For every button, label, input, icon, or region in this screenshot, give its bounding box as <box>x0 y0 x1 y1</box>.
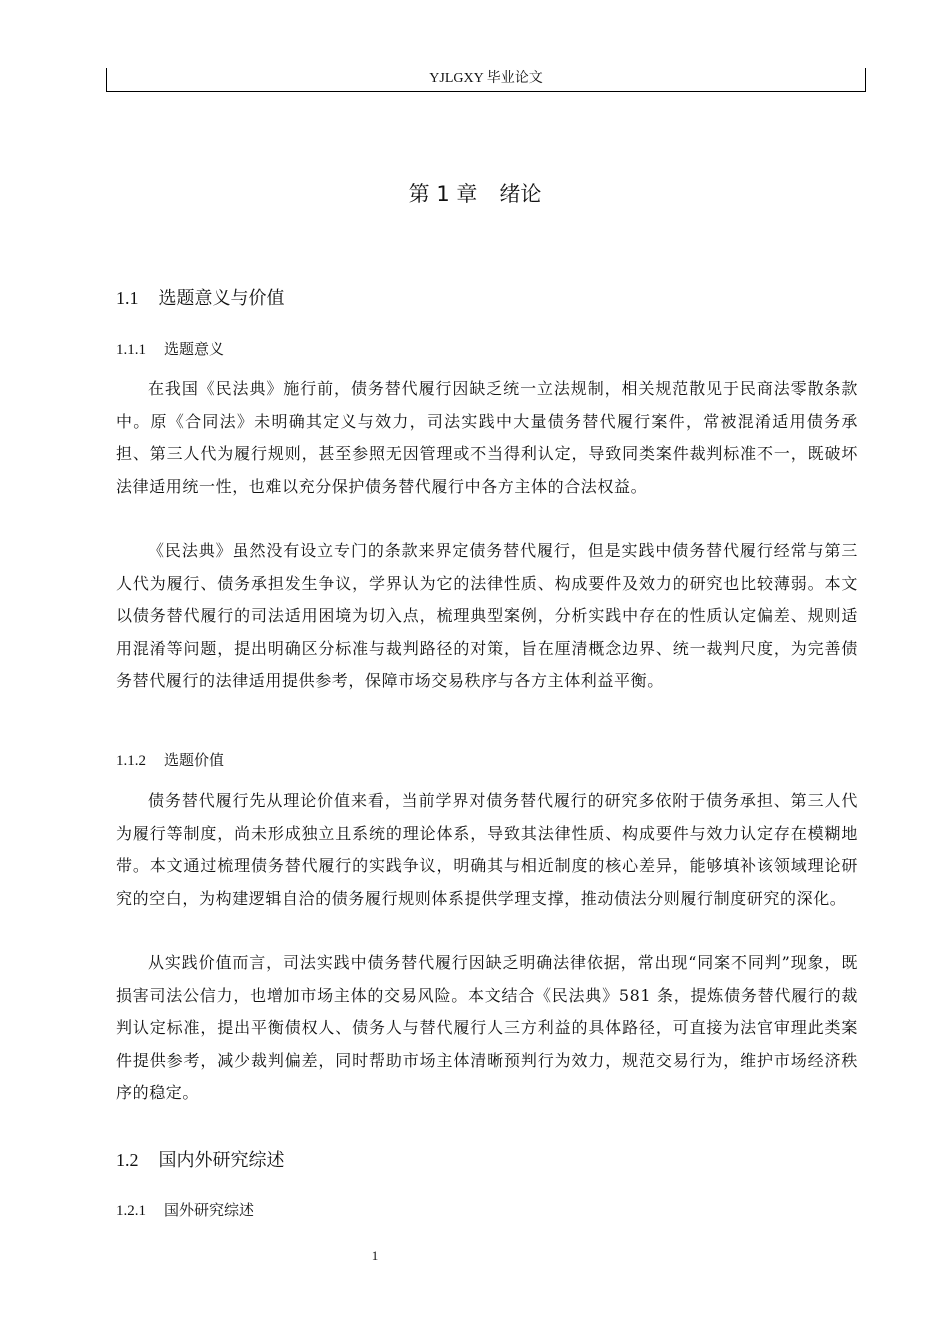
subsection-number: 1.2.1 <box>116 1203 146 1219</box>
paragraph-3: 债务替代履行先从理论价值来看，当前学界对债务替代履行的研究多依附于债务承担、第三人代为履行等制度，尚未形成独立且系统的理论体系，导致其法律性质、构成要件与效力认定存在模糊地带。本文通过梳理债务替代履行的实践争议，明确其与相近制度的核心差异，能够填补该领域理论研究的空白，为构建逻辑自洽的债务履行规则体系提供学理支撑，推动债法分则履行制度研究的深化。 <box>116 791 858 908</box>
subsection-heading-1-1-1 <box>116 339 224 360</box>
subsection-number: 1.1.1 <box>116 342 146 358</box>
section-title: 选题意义与价值 <box>158 288 285 309</box>
chapter-number: 第 1 章 <box>408 182 478 206</box>
subsection-title: 国外研究综述 <box>164 1201 255 1219</box>
subsection-heading-1-2-1 <box>116 1200 254 1221</box>
section-heading-1-2 <box>116 1148 285 1173</box>
chapter-title <box>0 180 950 208</box>
section-heading-1-1 <box>116 286 285 311</box>
section-number: 1.2 <box>116 1150 139 1170</box>
subsection-title: 选题意义 <box>164 340 225 358</box>
subsection-number: 1.1.2 <box>116 753 146 769</box>
chapter-name: 绪论 <box>499 182 542 206</box>
subsection-title: 选题价值 <box>164 751 225 769</box>
page-header <box>106 68 866 92</box>
section-title: 国内外研究综述 <box>158 1150 285 1171</box>
paragraph-4: 从实践价值而言，司法实践中债务替代履行因缺乏明确法律依据，常出现“同案不同判”现象，既损害司法公信力，也增加市场主体的交易风险。本文结合《民法典》581 条，提炼债务替代履行的裁判认定标准，提出平衡债权人、债务人与替代履行人三方利益的具体路径，可直接为法官审理此类案件提供参考，减少裁判偏差，同时帮助市场主体清晰预判行为效力，规范交易行为，维护市场经济秩序的稳定。 <box>116 953 858 1102</box>
paragraph-2: 《民法典》虽然没有设立专门的条款来界定债务替代履行，但是实践中债务替代履行经常与第三人代为履行、债务承担发生争议，学界认为它的法律性质、构成要件及效力的研究也比较薄弱。本文以债务替代履行的司法适用困境为切入点，梳理典型案例，分析实践中存在的性质认定偏差、规则适用混淆等问题，提出明确区分标准与裁判路径的对策，旨在厘清概念边界、统一裁判尺度，为完善债务替代履行的法律适用提供参考，保障市场交易秩序与各方主体利益平衡。 <box>116 541 858 690</box>
subsection-heading-1-1-2 <box>116 750 224 771</box>
header-title: YJLGXY 毕业论文 <box>429 71 543 86</box>
paragraph-1: 在我国《民法典》施行前，债务替代履行因缺乏统一立法规制，相关规范散见于民商法零散条款中。原《合同法》未明确其定义与效力，司法实践中大量债务替代履行案件，常被混淆适用债务承担、第三人代为履行规则，甚至参照无因管理或不当得利认定，导致同类案件裁判标准不一，既破坏法律适用统一性，也难以充分保护债务替代履行中各方主体的合法权益。 <box>116 379 858 496</box>
page-number: 1 <box>371 1248 379 1263</box>
section-number: 1.1 <box>116 288 139 308</box>
